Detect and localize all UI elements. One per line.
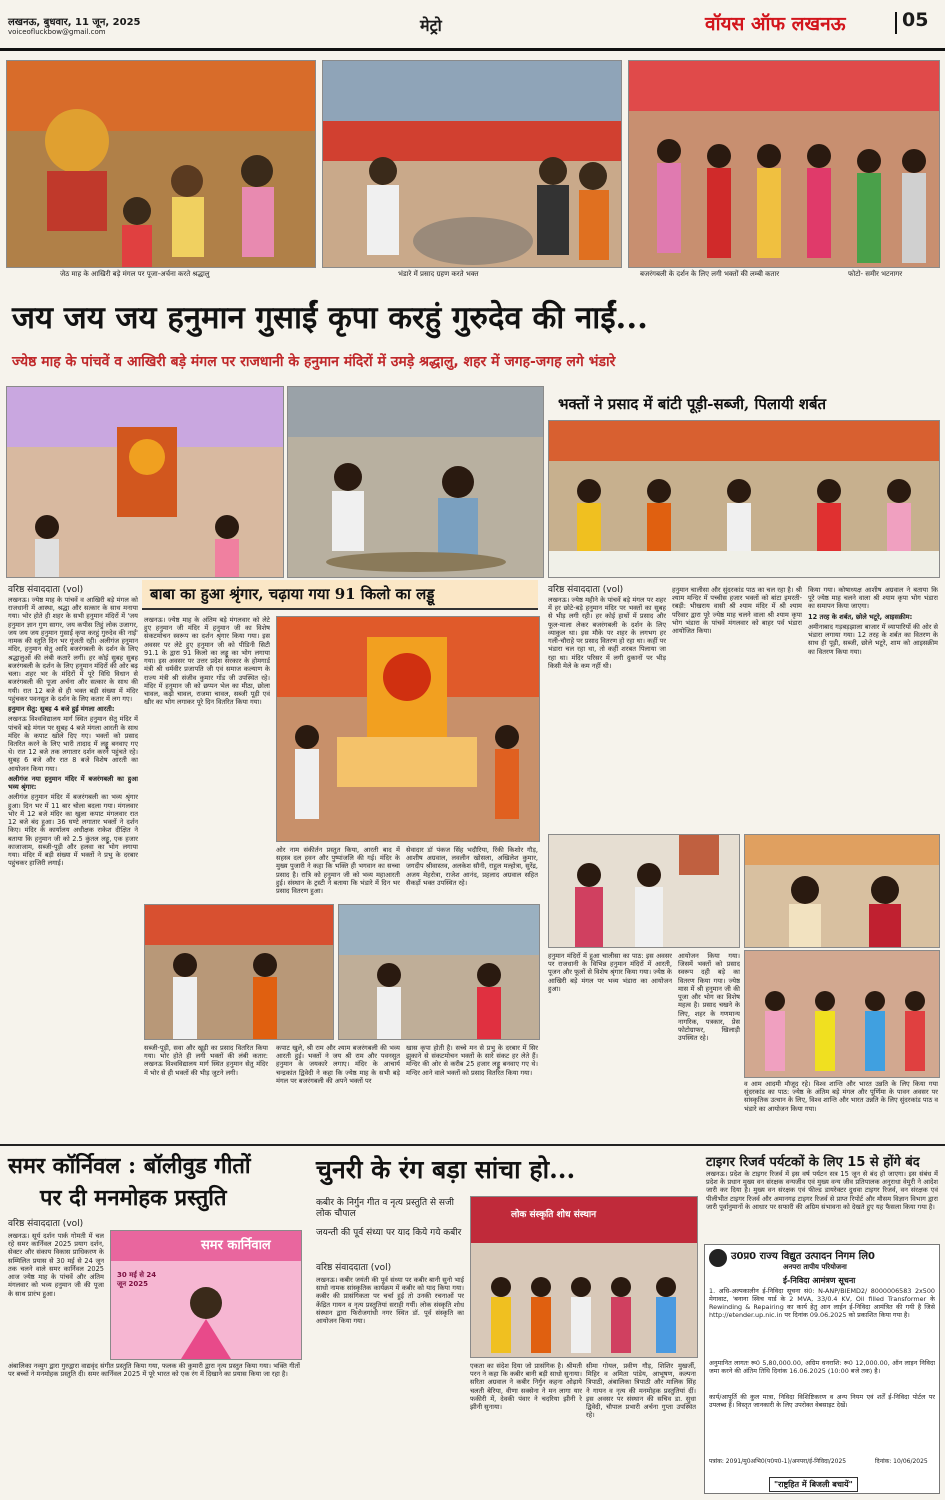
lead-col1c-text: अलीगंज हनुमान मंदिर में बजरंगबली का भव्य श्रृंगार हुआ। दिन भर में 11 बार चोला बदला गया। मंगलवार भोर में 12 बजे मंदिर का खुला कपाट मंगलवार रात 12 बजे बंद हुआ। 36 घण्टे लगातार भक्तों ने दर्शन किए। मंदिर के कार्यालय अधीक्षक राकेश दीक्षित ने बताया कि हनुमान जी को 2.5 कुंतल लड्डू, एक हजार काजाजाम, सब्जी-पूड़ी और हलवा का भोग लगाया गया। मंदिर में बड़ी संख्या में भक्तों ने प्रभु के दरबार पहुंचकर हाजिरी लगाई।	[8, 793, 138, 868]
bhakt-column-3	[808, 586, 938, 828]
baba-column-2: ओर नाम संकीर्तन प्रस्तुत किया, आरती बाद में सहस्त्र दल हवन और पुष्पांजलि की गई। मंदिर के मुख्य पुजारी ने कहा कि भक्ति ही भगवान का सच्चा प्रसाद है। रात्रि को हनुमान जी को भव्य महाआरती हुई। संस्थान के ट्रस्टी ने बताया कि भंडारे में दिन भर प्रसाद वितरण हुआ।	[276, 846, 400, 896]
top-caption-1: जेठ माह के आखिरी बड़े मंगल पर पूजा-अर्चना करते श्रद्धालु	[60, 270, 210, 278]
chunari-column-1: लखनऊ। कबीर जयंती की पूर्व संध्या पर कबीर बानी सुनो भाई साधो नामक सांस्कृतिक कार्यक्रम में कबीर को याद किया गया। कबीर की प्रासंगिकता पर चर्चा हुई तो उनकी रचनाओं पर केंद्रित गायन व नृत्य प्रस्तुतियां सराही गयीं। लोक संस्कृति शोध संस्थान द्वारा फिरोजगांधी नगर स्थित डॉ. पूर्व संस्कृति का आयोजन किया गया।	[316, 1276, 464, 1326]
paper-name: वॉयस ऑफ लखनऊ	[705, 13, 846, 35]
temple-interior-image	[7, 387, 283, 577]
bhakt-col3-subhead: 12 तरह के शर्बत, छोले भटूरे, आइसक्रीम:	[808, 612, 913, 621]
samar-poster	[110, 1230, 302, 1360]
prasad-distribution-image	[549, 421, 939, 577]
tiger-column: लखनऊ। प्रदेश के टाइगर रिजर्व में इस वर्ष पर्यटन सत्र 15 जून से बंद हो जाएगा। इस संबंध में प्रदेश के प्रधान मुख्य वन संरक्षक वन्यजीव एवं मुख्य वन्य जीव प्रतिपालक अनुराधा वेमुरी ने आदेश जारी कर दिया है। मुख्य वन संरक्षक एवं फील्ड डायरेक्टर दुधवा टाइगर रिजर्व, वन संरक्षक एवं पीलीभीत टाइगर रिजर्व और अमानगढ़ टाइगर रिजर्व से प्राप्त रिपोर्ट और मौसम विज्ञान विभाग द्वारा जारी पूर्वानुमानों के आधार पर सफारी की अग्रिम संभावना को देखते हुए यह फैसला किया गया है।	[706, 1170, 938, 1211]
chunari-bullet-2: जयन्ती की पूर्व संध्या पर याद किये गये कबीर	[316, 1228, 462, 1238]
tender-line-1: 1. अधि-अल्पकालीन ई-निविदा सूचना सं0: N-ANP/BIEMD2/ 8000006583 2x500 मेगावाट, 'बनाना स्विच यार्ड के 2 MVA, 33/0.4 KV, Oil filled Transformer के Rewinding & Repairing का कार्य हेतु आन लाईन ई-निविदा आमंत्रित की गयी है जिसे http://etender.up.nic.in पर दिनांक 09.06.2025 को प्रकाशित किया गया है।	[709, 1287, 935, 1319]
samar-column-2: अंबालिका नव्युग द्वारा गुरुद्वारा वाद्यवृंद संगीत प्रस्तुति किया गया, फलक की कुमारी द्वारा नृत्य प्रस्तुत किया गया। भक्ति गीतों पर बच्चों ने मनमोहक प्रस्तुति दी। समर कार्निवल 2025 में पूरे भारत को एक रंग में दिखाने का प्रयास किया जा रहा है।	[8, 1362, 300, 1379]
top-photo-3	[628, 60, 940, 268]
prayer-image	[549, 835, 739, 947]
mid-column-4: हनुमान मंदिरों में हुआ चालीसा का पाठ: इस अवसर पर राजधानी के विभिन्न हनुमान मंदिरों में आरती, पूजन और फूलों से विशेष श्रृंगार किया गया। ज्येष्ठ के आखिरी बड़े मंगल पर भव्य भंडारा का आयोजन हुआ।	[548, 952, 672, 993]
poster-subtitle: 30 मई से 24 जून 2025	[117, 1271, 157, 1288]
kabir-event-image	[471, 1197, 697, 1357]
serving-food-image	[145, 905, 333, 1039]
bhakt-column-2: हनुमान चालीसा और सुंदरकांड पाठ का चल रहा है। श्री श्याम मन्दिर में पच्चीस हजार भक्तों को बांटा इमरती-रबड़ी: भीखराय वासी श्री श्याम मंदिर में श्री श्याम परिवार द्वारा पूरे ज्येष्ठ माह चलने वाला श्री श्याम कृपा भोग भंडारा के पांचवें मंगलवार को बाहर पर्व भंडारा आयोजित किया।	[672, 586, 802, 636]
chunari-column-3: सीमा गोयल, प्रवीण गौड़, शिशिर मुखर्जी, मिहिर व अमिता पांडेय, आभूषण, कल्पना त्रिपाठी, अंबालिका त्रिपाठी और मालिक सिंह ने गायन व नृत्य की मनमोहक प्रस्तुतियां दीं। इस अवसर पर संस्थान की सचिव डा. सुधा द्विवेदी, चौपाल प्रभारी अर्चना गुप्ता उपस्थित रहे।	[586, 1362, 696, 1420]
mid-column-5: आयोजन किया गया। जिसमें भक्तों को प्रसाद स्वरूप दही बड़े का वितरण किया गया। ज्येष्ठ मास में श्री हनुमान जी की पूजा और भोग का विशेष महत्व है। प्रसाद चखने के लिए, शहर के गणमान्य नागरिक, पत्रकार, प्रेस फोटोग्राफर, खिलाड़ी उपस्थित रहे।	[678, 952, 740, 1043]
lower-photo-3	[144, 904, 334, 1040]
baba-column: लखनऊ। ज्येष्ठ माह के अंतिम बड़े मंगलवार को लेटे हुए हनुमान जी मंदिर में हनुमान जी का विशेष संकटमोचन स्वरूप का दर्शन श्रृंगार किया गया। इस अवसर पर लेटे हुए हनुमान जी को पीडिनी सिटी 91.1 के द्वारा 91 किलो का लड्डू का भोग लगाया गया। इस अवसर पर उत्तर प्रदेश सरकार के होमगार्ड मंत्री श्री धर्मवीर प्रजापति जी एवं समाज कल्याण के राज्य मंत्री श्री संजीव कुमार गोंड जी उपस्थित रहे। मंदिर में हनुमान जी को छप्पन भेल का मीठा, छोला चावल, कढ़ी चावल, राजमा चावल, सब्जी पूड़ी एवं खीर का भोग लगाकर पूरे दिन वितरित किया गया।	[144, 616, 270, 707]
section-name: मेट्रो	[420, 16, 442, 35]
mid-column-3: खास कृपा होती है। सच्चे मन से प्रभु के दरबार में सिर झुकाने से संकटमोचन भक्तों के सारे संकट हर लेते हैं। मन्दिर की ओर से करीब 25 हजार लड्डू बनवाए गए थे। मन्दिर आने वाले भक्तों को प्रसाद वितरित किया गया।	[406, 1044, 538, 1077]
lead-subhead: ज्येष्ठ माह के पांचवें व आखिरी बड़े मंगल पर राजधानी के हनुमान मंदिरों में उमड़े श्रद्धालु, शहर में जगह-जगह लगे भंडारे	[12, 354, 616, 370]
top-photo-1	[6, 60, 316, 268]
bhakt-headline: भक्तों ने प्रसाद में बांटी पूड़ी-सब्जी, पिलायी शर्बत	[558, 395, 827, 413]
lead-col1b-text: लखनऊ विश्वविद्यालय मार्ग स्थित हनुमान सेतु मंदिर में पांचवें बड़े मंगल पर सुबह 4 बजे मंगला आरती के साथ मंदिर के कपाट खोले दिए गए। भक्तों को प्रसाद वितरित करने के लिए भारी तादाद में लड्डू बनवाए गए थे। रात 12 बजे तक लगातार दर्शन करने पहुंचते रहे। सुबह 6 बजे और रात 8 बजे विशेष आरती का आयोजन किया गया।	[8, 715, 138, 773]
page-number: 05	[902, 9, 929, 31]
chunari-column-2: एकता का संदेश दिया जो प्रासंगिक है। श्रीमती परन ने कहा कि कबीर बानी बड़ी साधो सुनाया। सरिता अग्रवाल ने कबीर निर्गुन कहना ओढ़ाये चलती बेरिया, वीणा सक्सेना ने मन लागा यार फकीरी में, देवकी पंवार ने चदरिया झीनी रे झीनी सुनाया।	[470, 1362, 582, 1412]
chunari-headline: चुनरी के रंग बड़ा सांचा हो...	[316, 1155, 576, 1184]
samar-headline-1: समर कॉर्निवल : बॉलीवुड गीतों	[8, 1153, 251, 1179]
top-caption-3: बजरंगबली के दर्शन के लिए लगी भक्तों की लम्बी कतार	[640, 270, 780, 278]
masthead-rule	[0, 48, 945, 51]
tender-ref: पत्रांक: 2091/मु0अभि0(प0प0-1)/अनपरा/ई-निविदा/2025	[709, 1458, 847, 1465]
lead-byline: वरिष्ठ संवाददाता (vol)	[8, 585, 84, 595]
tender-slogan: "राष्ट्रहित में बिजली बचायें"	[769, 1477, 858, 1492]
lead-col1-text: लखनऊ। ज्येष्ठ माह के पांचवें व आखिरी बड़े मंगल को राजधानी में आस्था, श्रद्धा और सत्कार के साथ मनाया गया। भोर होते ही शहर के सभी हनुमान मंदिरों में 'जय हनुमान ज्ञान गुण सागर, जय कपीस तिहुं लोक उजागर, जय जय जय हनुमान गुसाईं कृपा करहुं गुरुदेव की नाईं' नामक की स्तुति दिन भर गूंजती रही। अलीगंज हनुमान मंदिर, हनुमान सेतु आदि बजरंगबली के दर्शन के लिए श्रद्धालुओं की लंबी कतारें लगीं। हर कोई सुबह सुबह बजरंगबली के दर्शन के लिए हनुमान मंदिरों की ओर बढ़ चला। शहर भर के मंदिरों में पूरे विधि विधान से बजरंगबली की पूजा अर्चना और सत्कार के साथ की गयी। रात 12 बजे से ही भक्त बड़ी संख्या में मंदिर पहुंचकर पवनसुत के दर्शन के लिए कतार में लग गए।	[8, 596, 138, 703]
mid-photo-1	[6, 386, 284, 578]
street-bhandara-image	[339, 905, 539, 1039]
page-divider	[895, 12, 897, 34]
temple-worship-image	[7, 61, 315, 267]
tender-title: ई-निविदा आमंत्रण सूचना	[783, 1276, 856, 1285]
poster-title: समर कार्निवाल	[201, 1238, 271, 1253]
samar-byline: वरिष्ठ संवाददाता (vol)	[8, 1219, 84, 1229]
bhakt-col3-text: किया गया। कोषाध्यक्ष आशीष अग्रवाल ने बताया कि पूरे ज्येष्ठ माह चलने वाला श्री श्याम कृपा भोग भंडारा का समापन किया जाएगा।	[808, 586, 938, 611]
tiger-headline: टाइगर रिजर्व पर्यटकों के लिए 15 से होंगे बंद	[706, 1155, 920, 1170]
photo-credit: फोटो- समीर भटनागर	[848, 270, 903, 278]
mid-photo-3	[548, 420, 940, 578]
top-photo-2	[322, 60, 622, 268]
chunari-banner: लोक संस्कृति शोध संस्थान	[511, 1210, 597, 1220]
baba-photo	[276, 616, 540, 842]
tender-org: उ0प्र0 राज्य विद्युत उत्पादन निगम लि0	[731, 1251, 875, 1262]
samar-column: लखनऊ। सूर्य दर्शन पार्क गोमती में चल रहे समर कार्निवल 2025 प्रयाग दर्शन, सेक्टर और संकाय विकास प्राधिकरण के सम्मिलित प्रयास से 30 मई से 24 जून तक चलने वाले समर कार्निवल 2025 आज ज्येष्ठ माह के पांचवें और अंतिम मंगलवार को भव्य हनुमान जी की पूजा के साथ प्रारंभ हुआ।	[8, 1232, 104, 1298]
samar-headline-2: पर दी मनमोहक प्रस्तुति	[40, 1185, 227, 1211]
children-crowd-image	[745, 951, 939, 1077]
bhandara-image	[323, 61, 621, 267]
lead-col1-subhead-2: अलीगंज नया हनुमान मंदिर में बजरंगबली का हुआ भव्य श्रृंगार:	[8, 774, 138, 792]
devotees-eating-image	[288, 387, 543, 577]
lead-column-1	[8, 596, 138, 948]
mid-column-1: सब्जी-पूड़ी, सवा और खूड़ी का प्रसाद वितरित किया गया। भोर होते ही लगी भक्तों की लंबी कतार: लखनऊ विश्वविद्यालय मार्ग स्थित हनुमान सेतु मंदिर में भोर से ही भक्तों की भीड़ जुटने लगी।	[144, 1044, 268, 1077]
bhakt-byline: वरिष्ठ संवाददाता (vol)	[548, 585, 624, 595]
lower-photo-4	[338, 904, 540, 1040]
lower-section-rule	[0, 1144, 945, 1146]
dateline: लखनऊ, बुधवार, 11 जून, 2025	[8, 17, 141, 28]
mid-photo-2	[287, 386, 544, 578]
chunari-photo	[470, 1196, 698, 1358]
email: voiceofluckbow@gmail.com	[8, 28, 106, 36]
tender-line-2: अनुमानित लागतः रू0 5,80,000.00, अग्रिम धनराशि: रू0 12,000.00, ऑन लाइन निविदा जमा करने की अंतिम तिथि दिनांक 16.06.2025 (10:00 बजे तक) है।	[709, 1359, 935, 1375]
tender-line-3: कार्य/आपूर्ति की कुल मात्रा, निविदा विशिष्टिकरण व अन्य नियम एवं शर्तें ई-निविदा पोर्टल पर उपलब्ध हैं। विस्तृत जानकारी के लिए उपरोक्त वेबसाइट देखें।	[709, 1393, 935, 1409]
chunari-bullet-1: कबीर के निर्गुन गीत व नृत्य प्रस्तुति से सजी लोक चौपाल	[316, 1198, 454, 1219]
lead-headline: जय जय जय हनुमान गुसाईं कृपा करहुं गुरुदेव की नाईं...	[12, 300, 648, 336]
chunari-byline: वरिष्ठ संवाददाता (vol)	[316, 1263, 392, 1273]
hanuman-shringar-image	[277, 617, 539, 841]
pooja-image	[745, 835, 939, 947]
lower-photo-2	[744, 834, 940, 948]
lower-photo-1	[548, 834, 740, 948]
top-caption-2: भंडारे में प्रसाद ग्रहण करते भक्त	[398, 270, 479, 278]
lower-photo-5	[744, 950, 940, 1078]
utility-logo-icon	[709, 1249, 727, 1267]
masthead	[0, 0, 945, 48]
tender-sub: अनपरा तापीय परियोजना	[783, 1263, 847, 1271]
bhakt-column-1: लखनऊ। ज्येष्ठ महीने के पांचवें बड़े मंगल पर शहर में हर छोटे-बड़े हनुमान मंदिर पर भक्तों का सुबह से भीड़ लगी रही। हर कोई हाथों में प्रसाद और फूल-माला लेकर बजरंगबली के दर्शन के लिए व्याकुल था। इस मौके पर शहर के लगभग हर गली-चौराहे पर प्रसाद वितरण हो रहा था। कहीं पर भंडारा चल रहा था, तो कहीं शरबत पिलाया जा रहा था। मंदिर परिसर में लगी दुकानों पर भीड़ किसी मेले के कम नहीं थी।	[548, 596, 666, 670]
bhakt-col3b-text: अमीनाबाद गड़बड़झाला बाजार में व्यापारियों की ओर से भंडारा लगाया गया। 12 तरह के शर्बत का वितरण के साथ ही पूड़ी, सब्जी, छोले भटूरे, शाम को आइसक्रीम का वितरण किया गया।	[808, 622, 938, 656]
mid-column-2: कपाट खुले, श्री राम और श्याम बजरंगबली की भव्य आरती हुई। भक्तों ने जय श्री राम और पवनसुत हनुमान के जयकारे लगाए। मंदिर के आचार्य चन्द्रकांत द्विवेदी ने कहा कि ज्येष्ठ माह के सभी बड़े मंगल पर बजरंगबली की अपने भक्तों पर	[276, 1044, 400, 1085]
baba-headline: बाबा का हुआ श्रृंगार, चढ़ाया गया 91 किलो का लड्डू	[150, 585, 435, 603]
baba-column-3: सेवादार डॉ पंकज सिंह भदौरिया, रिंकी किशोर गौड़, आशीष अग्रवाल, लवलीन खोसला, अखिलेश कुमार, जगदीप श्रीवास्तव, अलकेश सौनी, राहुल मल्होत्रा, सुरेंद्र, अजय मेहरोत्रा, राजेश आनंद, प्रहलाद अग्रवाल सहित सैकड़ों भक्त उपस्थित रहे।	[406, 846, 538, 887]
lead-col1-subhead: हनुमान सेतु: सुबह 4 बजे हुई मंगला आरती:	[8, 705, 115, 714]
tender-date: दिनांक: 10/06/2025	[875, 1458, 928, 1465]
mid-column-6: व आम आदमी मौजूद रहे। विश्व शान्ति और भारत उन्नति के लिए किया गया सुंदरकांड का पाठ: ज्येष्ठ के अंतिम बड़े मंगल और पूर्णिमा के पावन अवसर पर सांस्कृतिक उत्थान के लिए, विश्व शान्ति और भारत उन्नति के लिए सुंदरकांड पाठ व भंडारे का आयोजन किया गया।	[744, 1080, 938, 1113]
devotee-queue-image	[629, 61, 939, 267]
tender-notice	[704, 1244, 940, 1494]
